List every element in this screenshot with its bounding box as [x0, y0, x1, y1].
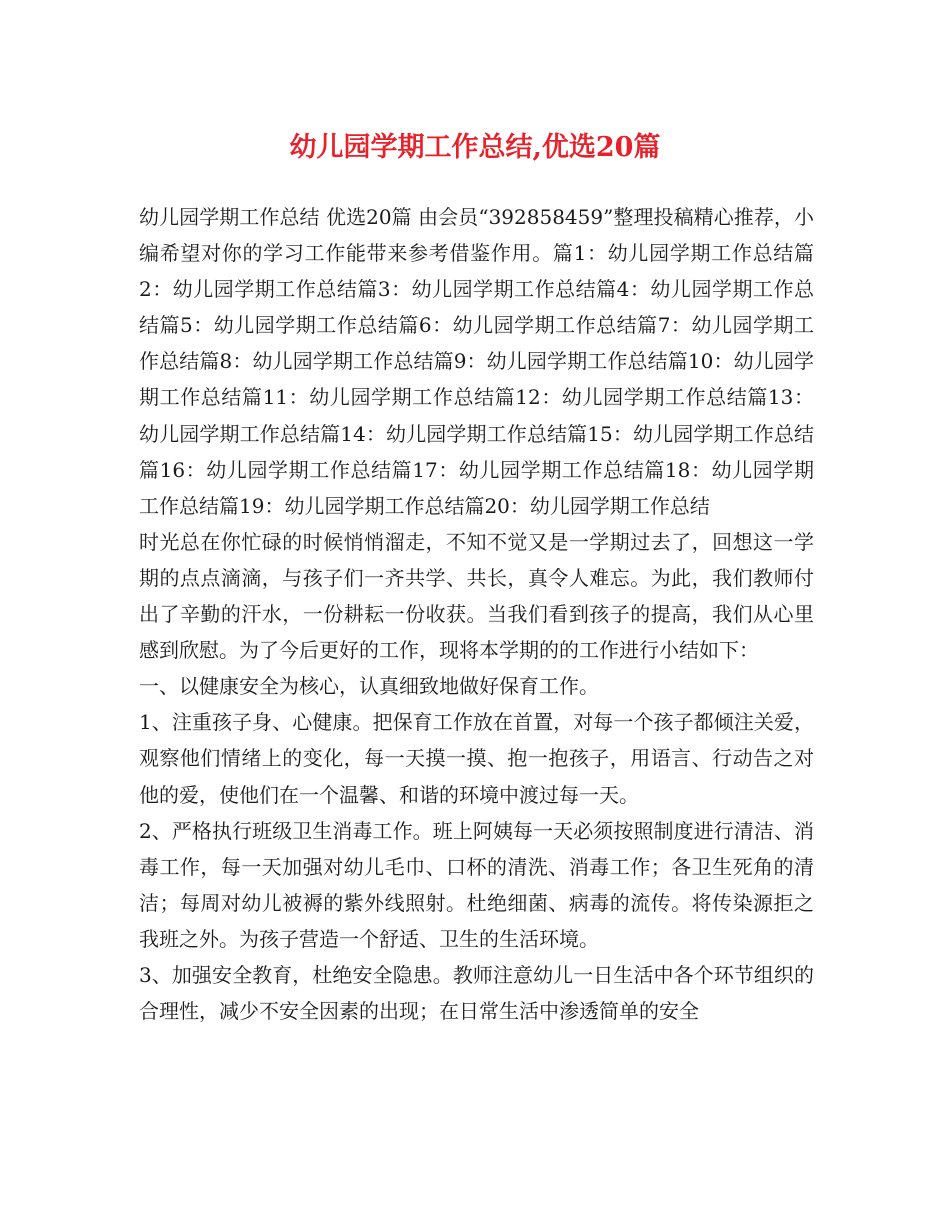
section-heading-1: 一、以健康安全为核心，认真细致地做好保育工作。 [139, 674, 599, 699]
paragraph-item-2: 2、严格执行班级卫生消毒工作。班上阿姨每一天必须按照制度进行清洁、消毒工作，每一天加强对幼儿毛巾、口杯的清洗、消毒工作；各卫生死角的清洁；每周对幼儿被褥的紫外线照射。杜绝细菌、病毒的流传。将传染源拒之我班之外。为孩子营造一个舒适、卫生的生活环境。 [139, 818, 814, 951]
paragraph-opening: 时光总在你忙碌的时候悄悄溜走，不知不觉又是一学期过去了，回想这一学期的点点滴滴，与孩子们一齐共学、共长，真令人难忘。为此，我们教师付出了辛勤的汗水，一份耕耘一份收获。当我们看到孩子的提高，我们从心里感到欣慰。为了今后更好的工作，现将本学期的的工作进行小结如下： [139, 529, 814, 663]
document-body [139, 199, 814, 1029]
document-title: 幼儿园学期工作总结,优选20篇 [289, 132, 661, 163]
paragraph-item-3: 3、加强安全教育，杜绝安全隐患。教师注意幼儿一日生活中各个环节组织的合理性，减少不安全因素的出现；在日常生活中渗透简单的安全 [139, 962, 814, 1024]
paragraph-intro: 幼儿园学期工作总结 优选20篇 由会员“392858459”整理投稿精心推荐，小编希望对你的学习工作能带来参考借鉴作用。篇1：幼儿园学期工作总结篇2：幼儿园学期工作总结篇3：幼儿园学期工作总结篇4：幼儿园学期工作总结篇5：幼儿园学期工作总结篇6：幼儿园学期工作总结篇7：幼儿园学期工作总结篇8：幼儿园学期工作总结篇9：幼儿园学期工作总结篇10：幼儿园学期工作总结篇11：幼儿园学期工作总结篇12：幼儿园学期工作总结篇13：幼儿园学期工作总结篇14：幼儿园学期工作总结篇15：幼儿园学期工作总结篇16：幼儿园学期工作总结篇17：幼儿园学期工作总结篇18：幼儿园学期工作总结篇19：幼儿园学期工作总结篇20：幼儿园学期工作总结 [139, 205, 814, 518]
paragraph-item-1: 1、注重孩子身、心健康。把保育工作放在首置，对每一个孩子都倾注关爱，观察他们情绪上的变化，每一天摸一摸、抱一抱孩子，用语言、行动告之对他的爱，使他们在一个温馨、和谐的环境中渡过每一天。 [139, 710, 814, 807]
